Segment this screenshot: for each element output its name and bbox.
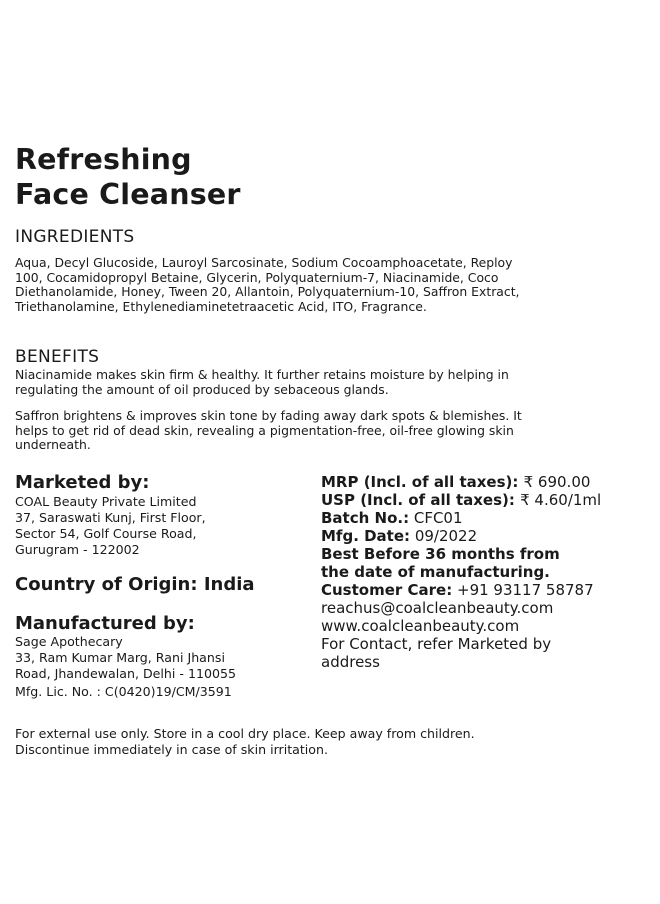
ingredients-line: Triethanolamine, Ethylenediaminetetraacetic Acid, ITO, Fragrance.	[15, 298, 427, 314]
customer-care-phone: +91 93117 58787	[457, 581, 594, 599]
benefits-line: helps to get rid of dead skin, revealing a pigmentation-free, oil-free glowing skin	[15, 422, 514, 438]
mfg-date-value: 09/2022	[414, 527, 478, 545]
benefits-paragraph-1	[15, 368, 655, 397]
license-number: Mfg. Lic. No. : C(0420)19/CM/3591	[15, 684, 232, 699]
best-before-line-2: the date of manufacturing.	[321, 563, 550, 581]
address-line: Sage Apothecary	[15, 634, 123, 649]
usp-label: USP (Incl. of all taxes):	[321, 491, 515, 509]
customer-care-label: Customer Care:	[321, 581, 453, 599]
address-line: 33, Ram Kumar Marg, Rani Jhansi	[15, 650, 225, 665]
batch-label: Batch No.:	[321, 509, 410, 527]
warning-line: Discontinue immediately in case of skin irritation.	[15, 741, 328, 757]
best-before-line-1: Best Before 36 months from	[321, 545, 560, 563]
mrp-value: ₹ 690.00	[523, 473, 591, 491]
benefits-heading: BENEFITS	[15, 347, 100, 367]
country-of-origin: Country of Origin: India	[15, 574, 255, 595]
benefits-line: Niacinamide makes skin firm & healthy. It further retains moisture by helping in	[15, 367, 509, 382]
benefits-line: underneath.	[15, 437, 91, 453]
ingredients-line: Aqua, Decyl Glucoside, Lauroyl Sarcosinate, Sodium Cocoamphoacetate, Reploy	[15, 255, 513, 270]
mrp-row	[321, 473, 651, 491]
website: www.coalcleanbeauty.com	[321, 617, 520, 635]
ingredients-list	[15, 256, 655, 314]
manufactured-by-address	[15, 634, 236, 700]
mfg-date-row	[321, 527, 651, 545]
marketed-by-address	[15, 494, 206, 558]
usage-warning	[15, 726, 475, 757]
product-title	[15, 142, 241, 212]
product-title-line-1: Refreshing	[15, 143, 192, 176]
product-details	[321, 473, 651, 671]
warning-line: For external use only. Store in a cool dry place. Keep away from children.	[15, 726, 475, 741]
ingredients-line: 100, Cocamidopropyl Betaine, Glycerin, Polyquaternium-7, Niacinamide, Coco	[15, 269, 499, 285]
contact-note-line-2: address	[321, 653, 380, 671]
benefits-paragraph-2	[15, 409, 655, 453]
ingredients-line: Diethanolamide, Honey, Tween 20, Allantoin, Polyquaternium-10, Saffron Extract,	[15, 284, 520, 300]
address-line: Sector 54, Golf Course Road,	[15, 526, 197, 541]
contact-email: reachus@coalcleanbeauty.com	[321, 599, 554, 617]
mrp-label: MRP (Incl. of all taxes):	[321, 473, 519, 491]
benefits-line: regulating the amount of oil produced by sebaceous glands.	[15, 381, 389, 397]
batch-row	[321, 509, 651, 527]
contact-note-line-1: For Contact, refer Marketed by	[321, 635, 552, 653]
customer-care-row	[321, 581, 651, 599]
address-line: 37, Saraswati Kunj, First Floor,	[15, 510, 206, 525]
marketed-by-heading: Marketed by:	[15, 472, 150, 493]
manufactured-by-heading: Manufactured by:	[15, 613, 195, 634]
mfg-date-label: Mfg. Date:	[321, 527, 411, 545]
benefits-line: Saffron brightens & improves skin tone by fading away dark spots & blemishes. It	[15, 408, 522, 423]
batch-value: CFC01	[413, 509, 463, 527]
ingredients-heading: INGREDIENTS	[15, 227, 135, 247]
usp-row	[321, 491, 651, 509]
address-line: Road, Jhandewalan, Delhi - 110055	[15, 666, 237, 681]
usp-value: ₹ 4.60/1ml	[520, 491, 602, 509]
address-line: Gurugram - 122002	[15, 542, 140, 557]
product-title-line-2: Face Cleanser	[15, 178, 241, 211]
address-line: COAL Beauty Private Limited	[15, 494, 197, 509]
